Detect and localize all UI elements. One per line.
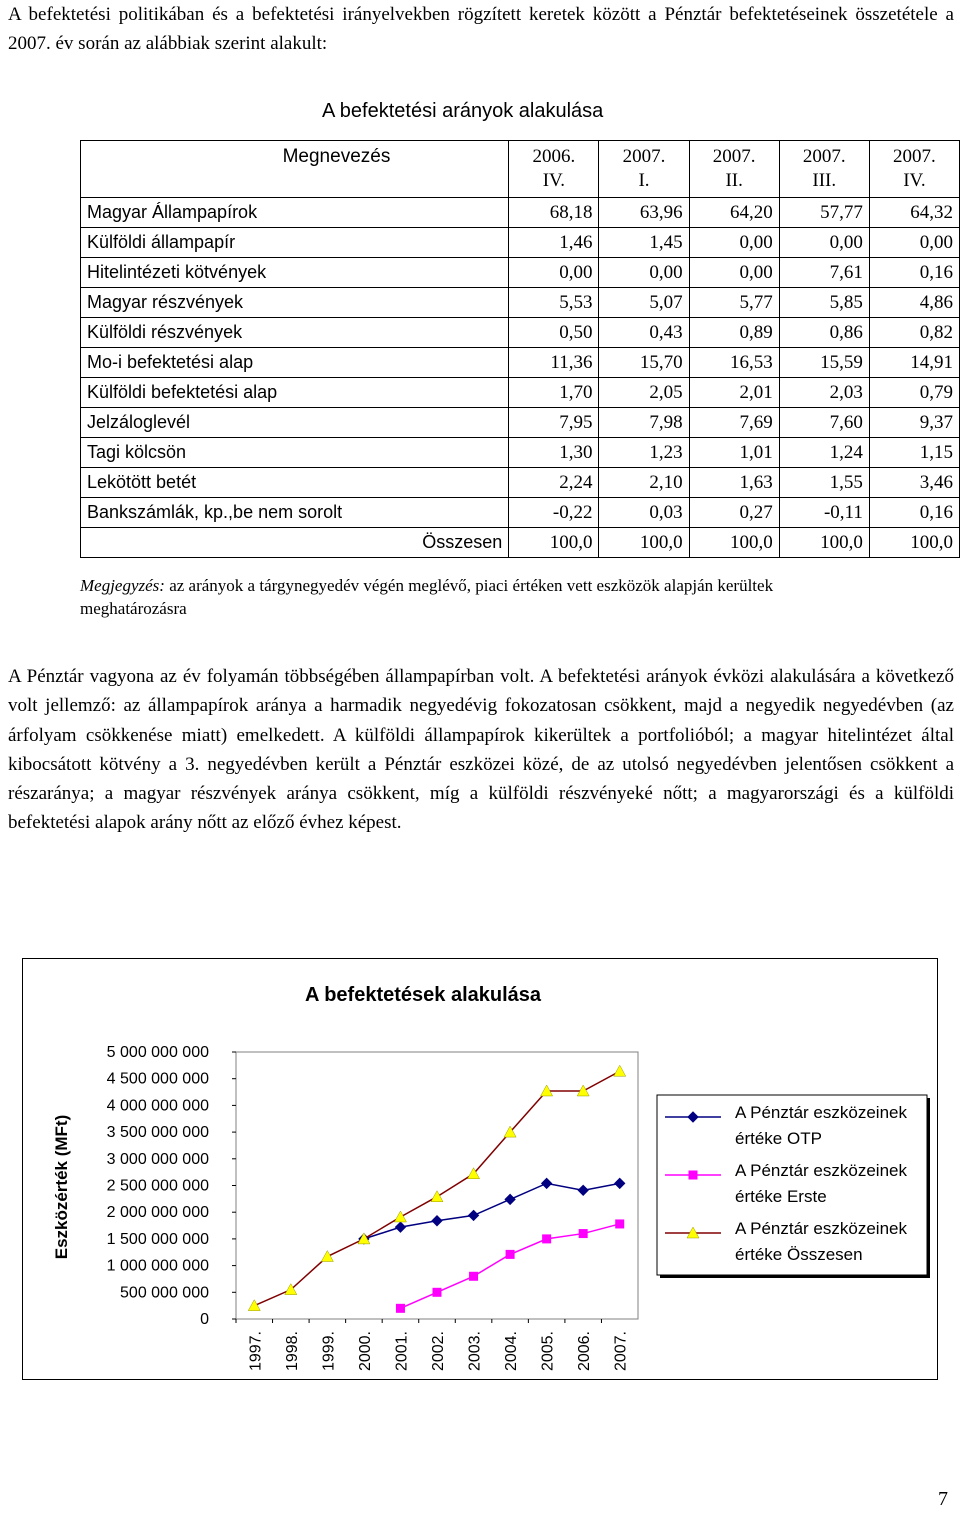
table-cell: 0,27 (689, 498, 779, 528)
table-cell: 7,69 (689, 408, 779, 438)
table-cell: 1,46 (509, 228, 599, 258)
y-tick-label: 4 500 000 000 (106, 1070, 209, 1088)
data-point (579, 1229, 588, 1238)
header-quarter: IV. (542, 170, 566, 191)
intro-text: A befektetési politikában és a befektetési irányelvekben rögzített keretek között a Pénztár befektetéseinek összetétele a 2007. év során az alábbiak szerint alakult: (8, 4, 954, 54)
table-cell: 1,30 (509, 438, 599, 468)
data-point (542, 1234, 551, 1243)
y-tick-label: 5 000 000 000 (106, 1044, 209, 1061)
header-quarter: III. (812, 170, 837, 191)
table-cell: 0,00 (869, 228, 959, 258)
table-header-row (81, 141, 960, 198)
total-cell: 100,0 (779, 528, 869, 558)
legend-entry: A Pénztár eszközeinek értéke Összesen (735, 1219, 907, 1264)
data-point (395, 1222, 405, 1232)
header-quarter: II. (725, 170, 743, 191)
table-cell: 63,96 (599, 198, 689, 228)
data-point (614, 1065, 626, 1076)
x-tick-label: 2006. (576, 1331, 594, 1372)
table-cell: 0,43 (599, 318, 689, 348)
table-row (81, 498, 960, 528)
x-tick-label: 2000. (356, 1331, 374, 1372)
table-cell: 15,70 (599, 348, 689, 378)
y-tick-label: 2 000 000 000 (106, 1204, 209, 1222)
x-tick-label: 1999. (320, 1331, 338, 1372)
table-title: A befektetési arányok alakulása (322, 100, 604, 122)
y-tick-label: 1 500 000 000 (106, 1230, 209, 1248)
data-point (469, 1210, 479, 1220)
x-tick-label: 2003. (466, 1331, 484, 1372)
header-period (779, 141, 869, 198)
header-quarter: I. (638, 170, 650, 191)
data-point (578, 1185, 588, 1195)
table-cell: 5,85 (779, 288, 869, 318)
legend-marker (689, 1171, 698, 1180)
total-cell: 100,0 (869, 528, 959, 558)
series-line-3 (254, 1071, 619, 1305)
table-cell: 64,32 (869, 198, 959, 228)
header-period (869, 141, 959, 198)
x-tick-label: 1997. (247, 1331, 265, 1372)
row-label: Mo-i befektetési alap (81, 348, 509, 378)
data-point (469, 1272, 478, 1281)
row-label: Tagi kölcsön (81, 438, 509, 468)
table-cell: 2,10 (599, 468, 689, 498)
data-point (431, 1191, 443, 1202)
table-cell: 2,01 (689, 378, 779, 408)
table-cell: 1,70 (509, 378, 599, 408)
table-cell: 57,77 (779, 198, 869, 228)
table-cell: 0,00 (689, 228, 779, 258)
x-tick-label: 1998. (283, 1331, 301, 1372)
table-cell: 0,00 (779, 228, 869, 258)
table-cell: 0,03 (599, 498, 689, 528)
header-year: 2007. (712, 146, 756, 167)
header-year: 2007. (622, 146, 666, 167)
table-cell: 0,00 (599, 258, 689, 288)
table-row (81, 438, 960, 468)
table-cell: 15,59 (779, 348, 869, 378)
table-cell: 5,77 (689, 288, 779, 318)
table-row (81, 378, 960, 408)
data-point (505, 1194, 515, 1204)
table-cell: 1,24 (779, 438, 869, 468)
table-cell: 1,55 (779, 468, 869, 498)
row-label: Magyar részvények (81, 288, 509, 318)
table-cell: -0,11 (779, 498, 869, 528)
table-row (81, 288, 960, 318)
table-cell: 7,61 (779, 258, 869, 288)
table-cell: 5,53 (509, 288, 599, 318)
data-point (615, 1219, 624, 1228)
table-row (81, 408, 960, 438)
y-axis-label: Eszközérték (MFt) (52, 1114, 71, 1260)
header-year: 2007. (893, 146, 936, 167)
total-cell: 100,0 (689, 528, 779, 558)
header-period (689, 141, 779, 198)
table-row (81, 318, 960, 348)
data-point (542, 1178, 552, 1188)
table-cell: 11,36 (509, 348, 599, 378)
table-total-row (81, 528, 960, 558)
data-point (396, 1304, 405, 1313)
table-cell: 7,60 (779, 408, 869, 438)
header-year: 2007. (802, 146, 846, 167)
note-prefix: Megjegyzés: (80, 576, 165, 595)
total-label: Összesen (81, 528, 509, 558)
table-cell: 0,79 (869, 378, 959, 408)
chart-svg (23, 959, 937, 1379)
table-note (80, 574, 880, 620)
table-cell: 2,03 (779, 378, 869, 408)
table-row (81, 198, 960, 228)
table-cell: 0,16 (869, 498, 959, 528)
row-label: Jelzáloglevél (81, 408, 509, 438)
table-cell: 1,01 (689, 438, 779, 468)
row-label: Külföldi részvények (81, 318, 509, 348)
table-cell: 16,53 (689, 348, 779, 378)
table-cell: 0,16 (869, 258, 959, 288)
y-tick-label: 2 500 000 000 (106, 1177, 209, 1195)
total-cell: 100,0 (509, 528, 599, 558)
header-year: 2006. (532, 146, 576, 167)
table-cell: 5,07 (599, 288, 689, 318)
table-cell: 7,98 (599, 408, 689, 438)
table-row (81, 228, 960, 258)
table-row (81, 348, 960, 378)
row-label: Külföldi befektetési alap (81, 378, 509, 408)
table-cell: 1,63 (689, 468, 779, 498)
y-tick-label: 3 000 000 000 (106, 1150, 209, 1168)
header-quarter: IV. (903, 170, 926, 191)
x-tick-label: 2005. (539, 1331, 557, 1372)
y-tick-label: 4 000 000 000 (106, 1097, 209, 1115)
table-cell: 1,23 (599, 438, 689, 468)
table-cell: 3,46 (869, 468, 959, 498)
legend-entry: A Pénztár eszközeinek értéke Erste (735, 1161, 907, 1206)
page-number: 7 (938, 1488, 948, 1510)
x-tick-label: 2007. (612, 1331, 630, 1372)
table-cell: 1,45 (599, 228, 689, 258)
header-period (509, 141, 599, 198)
table-cell: 4,86 (869, 288, 959, 318)
data-point (615, 1178, 625, 1188)
table-cell: 0,89 (689, 318, 779, 348)
table-cell: 1,15 (869, 438, 959, 468)
table-cell: 68,18 (509, 198, 599, 228)
table-cell: 0,00 (689, 258, 779, 288)
x-tick-label: 2001. (393, 1331, 411, 1372)
row-label: Külföldi állampapír (81, 228, 509, 258)
data-point (321, 1251, 333, 1262)
data-point (394, 1211, 406, 1222)
row-label: Hitelintézeti kötvények (81, 258, 509, 288)
row-label: Magyar Állampapírok (81, 198, 509, 228)
table-cell: 0,50 (509, 318, 599, 348)
row-label: Bankszámlák, kp.,be nem sorolt (81, 498, 509, 528)
table-cell: 2,24 (509, 468, 599, 498)
table-cell: 0,82 (869, 318, 959, 348)
table-cell: 64,20 (689, 198, 779, 228)
table-cell: 0,00 (509, 258, 599, 288)
table-cell: 14,91 (869, 348, 959, 378)
analysis-paragraph: A Pénztár vagyona az év folyamán többségében állampapírban volt. A befektetési arányok évközi alakulására a következő volt jellemző: az állampapírok aránya a harmadik negyedévig fokozatosan csökkent, majd a negyedik negyedévben (az árfolyam csökkenése miatt) emelkedett. A külföldi állampapírok kikerültek a portfolióból; a magyar hitelintézet által kibocsátott kötvény a 3. negyedévben került a Pénztár eszközei közé, de az utolsó negyedévben jelentősen csökkent a részaránya; a magyar részvények aránya csökkent, míg a külföldi részvényeké nőtt; a magyarországi és a külföldi befektetési alapok arány nőtt az előző évhez képest. (8, 666, 954, 834)
table-cell: 9,37 (869, 408, 959, 438)
data-point (432, 1216, 442, 1226)
table-cell: 0,86 (779, 318, 869, 348)
allocation-table (80, 140, 960, 558)
data-point (506, 1250, 515, 1259)
x-tick-label: 2004. (503, 1331, 521, 1372)
row-label: Lekötött betét (81, 468, 509, 498)
y-tick-label: 3 500 000 000 (106, 1124, 209, 1142)
table-cell: 7,95 (509, 408, 599, 438)
plot-area (236, 1052, 638, 1319)
data-point (433, 1288, 442, 1297)
y-tick-label: 500 000 000 (120, 1284, 209, 1302)
y-tick-label: 1 000 000 000 (106, 1257, 209, 1275)
investment-chart (22, 958, 938, 1380)
table-row (81, 468, 960, 498)
data-point (248, 1300, 260, 1311)
total-cell: 100,0 (599, 528, 689, 558)
x-tick-label: 2002. (430, 1331, 447, 1372)
table-cell: 2,05 (599, 378, 689, 408)
header-label: Megnevezés (81, 141, 509, 198)
y-tick-label: 0 (200, 1311, 209, 1328)
chart-title: A befektetések alakulása (304, 984, 542, 1006)
legend-entry: A Pénztár eszközeinek értéke OTP (735, 1103, 907, 1148)
header-period (599, 141, 689, 198)
table-row (81, 258, 960, 288)
note-text: az arányok a tárgynegyedév végén meglévő, piaci értéken vett eszközök alapján kerültek meghatározásra (80, 576, 774, 618)
table-cell: -0,22 (509, 498, 599, 528)
